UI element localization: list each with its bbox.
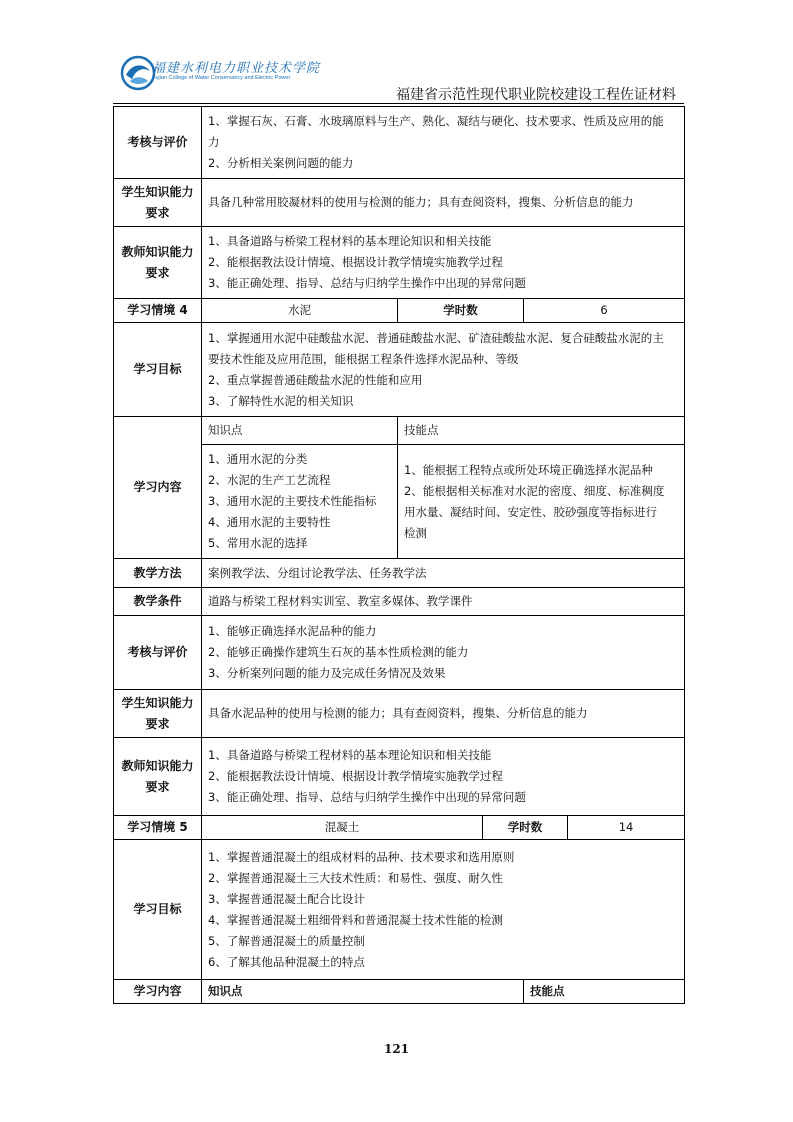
list-item: 2、能根据相关标准对水泥的密度、细度、标准稠度 xyxy=(404,483,665,498)
label-line: 要求 xyxy=(145,779,170,794)
s4-teacher-content xyxy=(202,738,685,816)
label-line: 要求 xyxy=(145,205,170,220)
text-line: 3、了解特性水泥的相关知识 xyxy=(208,393,354,408)
s4-label: 学习情境 4 xyxy=(114,299,202,323)
page-number: 121 xyxy=(383,1042,410,1056)
s4-knowledge-header: 知识点 xyxy=(202,417,398,445)
text-line: 2、能根据教法设计情境、根据设计教学情境实施教学过程 xyxy=(208,769,503,783)
text-line: 2、分析相关案例问题的能力 xyxy=(208,156,354,170)
s5-skill-header: 技能点 xyxy=(524,980,685,1004)
s4-header-row xyxy=(114,299,685,323)
text-line: 2、重点掌握普通硅酸盐水泥的性能和应用 xyxy=(208,372,423,387)
s4-method-label: 教学方法 xyxy=(114,559,202,588)
text-line: 1、掌握石灰、石膏、水玻璃原料与生产、熟化、凝结与硬化、技术要求、性质及应用的能 xyxy=(208,114,664,128)
s4-content-label: 学习内容 xyxy=(114,417,202,559)
text-line: 2、能根据教法设计情境、根据设计教学情境实施教学过程 xyxy=(208,255,503,269)
course-table xyxy=(113,106,685,1004)
s4-conditions: 道路与桥梁工程材料实训室、教室多媒体、教学课件 xyxy=(202,588,685,616)
text-line: 要技术性能及应用范围，能根据工程条件选择水泥品种、等级 xyxy=(208,351,519,366)
s4-conditions-label: 教学条件 xyxy=(114,588,202,616)
text-line: 3、能正确处理、指导、总结与归纳学生操作中出现的异常问题 xyxy=(208,790,526,804)
list-item: 5、常用水泥的选择 xyxy=(208,536,308,550)
s3-teacher-label xyxy=(114,227,202,299)
logo-subtitle: Fujian College of Water Conservancy and Electric Power xyxy=(152,75,291,81)
s4-student-row xyxy=(114,690,685,738)
s3-assess-label: 考核与评价 xyxy=(114,107,202,179)
s5-hours-label: 学时数 xyxy=(483,816,568,840)
text-line: 2、能够正确操作建筑生石灰的基本性质检测的能力 xyxy=(208,645,469,659)
list-item: 4、通用水泥的主要特性 xyxy=(208,515,331,529)
s4-knowledge-list xyxy=(202,445,398,559)
s4-conditions-row xyxy=(114,588,685,616)
text-line: 1、具备道路与桥梁工程材料的基本理论知识和相关技能 xyxy=(208,748,492,762)
s3-assess-row xyxy=(114,107,685,179)
list-item: 1、能根据工程特点或所处环境正确选择水泥品种 xyxy=(404,462,653,477)
text-line: 1、具备道路与桥梁工程材料的基本理论知识和相关技能 xyxy=(208,234,492,248)
s3-student-row xyxy=(114,179,685,227)
s5-knowledge-header: 知识点 xyxy=(202,980,524,1004)
s3-teacher-content xyxy=(202,227,685,299)
s3-teacher-row xyxy=(114,227,685,299)
list-item: 检测 xyxy=(404,525,427,540)
s3-student-label xyxy=(114,179,202,227)
s4-assess-row xyxy=(114,616,685,690)
text-line: 力 xyxy=(208,135,220,149)
s4-name: 水泥 xyxy=(202,299,398,323)
text-line: 1、能够正确选择水泥品种的能力 xyxy=(208,624,377,638)
s5-content-label: 学习内容 xyxy=(114,980,202,1004)
text-line: 1、掌握通用水泥中硅酸盐水泥、普通硅酸盐水泥、矿渣硅酸盐水泥、复合硅酸盐水泥的主 xyxy=(208,330,664,345)
s4-assess-label: 考核与评价 xyxy=(114,616,202,690)
s4-student-label xyxy=(114,690,202,738)
list-item: 1、通用水泥的分类 xyxy=(208,452,308,466)
list-item: 用水量、凝结时间、安定性、胶砂强度等指标进行 xyxy=(404,504,657,519)
s5-goals-label: 学习目标 xyxy=(114,840,202,980)
s4-assess-content xyxy=(202,616,685,690)
text-line: 3、掌握普通混凝土配合比设计 xyxy=(208,891,365,906)
s4-goals-label: 学习目标 xyxy=(114,323,202,417)
s5-name: 混凝土 xyxy=(202,816,483,840)
s4-student-content: 具备水泥品种的使用与检测的能力；具有查阅资料，搜集、分析信息的能力 xyxy=(202,690,685,738)
text-line: 4、掌握普通混凝土粗细骨料和普通混凝土技术性能的检测 xyxy=(208,912,503,927)
s5-label: 学习情境 5 xyxy=(114,816,202,840)
label-line: 要求 xyxy=(145,265,170,280)
s3-student-content: 具备几种常用胶凝材料的使用与检测的能力；具有查阅资料，搜集、分析信息的能力 xyxy=(202,179,685,227)
s4-teacher-label xyxy=(114,738,202,816)
label-line: 教师知识能力 xyxy=(121,758,194,773)
text-line: 3、能正确处理、指导、总结与归纳学生操作中出现的异常问题 xyxy=(208,276,526,290)
s5-hours: 14 xyxy=(568,816,685,840)
s4-goals-row xyxy=(114,323,685,417)
label-line: 学生知识能力 xyxy=(121,695,194,710)
s4-skill-header: 技能点 xyxy=(398,417,685,445)
text-line: 3、分析案列问题的能力及完成任务情况及效果 xyxy=(208,666,446,680)
list-item: 3、通用水泥的主要技术性能指标 xyxy=(208,494,377,508)
text-line: 2、掌握普通混凝土三大技术性质：和易性、强度、耐久性 xyxy=(208,870,503,885)
logo-text: 福建水利电力职业技术学院 xyxy=(152,61,321,76)
s4-teacher-row xyxy=(114,738,685,816)
label-line: 教师知识能力 xyxy=(121,244,194,259)
label-line: 要求 xyxy=(145,716,170,731)
text-line: 5、了解普通混凝土的质量控制 xyxy=(208,933,365,948)
list-item: 2、水泥的生产工艺流程 xyxy=(208,473,331,487)
s4-goals-content xyxy=(202,323,685,417)
text-line: 6、了解其他品种混凝土的特点 xyxy=(208,954,365,969)
s4-method-row xyxy=(114,559,685,588)
s5-goals-row xyxy=(114,840,685,980)
s3-assess-content xyxy=(202,107,685,179)
document-header-title: 福建省示范性现代职业院校建设工程佐证材料 xyxy=(396,87,676,103)
label-line: 学生知识能力 xyxy=(121,184,194,199)
s4-hours-label: 学时数 xyxy=(398,299,524,323)
s5-header-row xyxy=(114,816,685,840)
text-line: 1、掌握普通混凝土的组成材料的品种、技术要求和选用原则 xyxy=(208,849,515,864)
s4-content-header-row xyxy=(114,417,685,445)
s5-goals-content xyxy=(202,840,685,980)
s5-content-row xyxy=(114,980,685,1004)
s4-skill-list xyxy=(398,445,685,559)
s4-hours: 6 xyxy=(524,299,685,323)
header-rule xyxy=(113,103,684,104)
s4-method: 案例教学法、分组讨论教学法、任务教学法 xyxy=(202,559,685,588)
